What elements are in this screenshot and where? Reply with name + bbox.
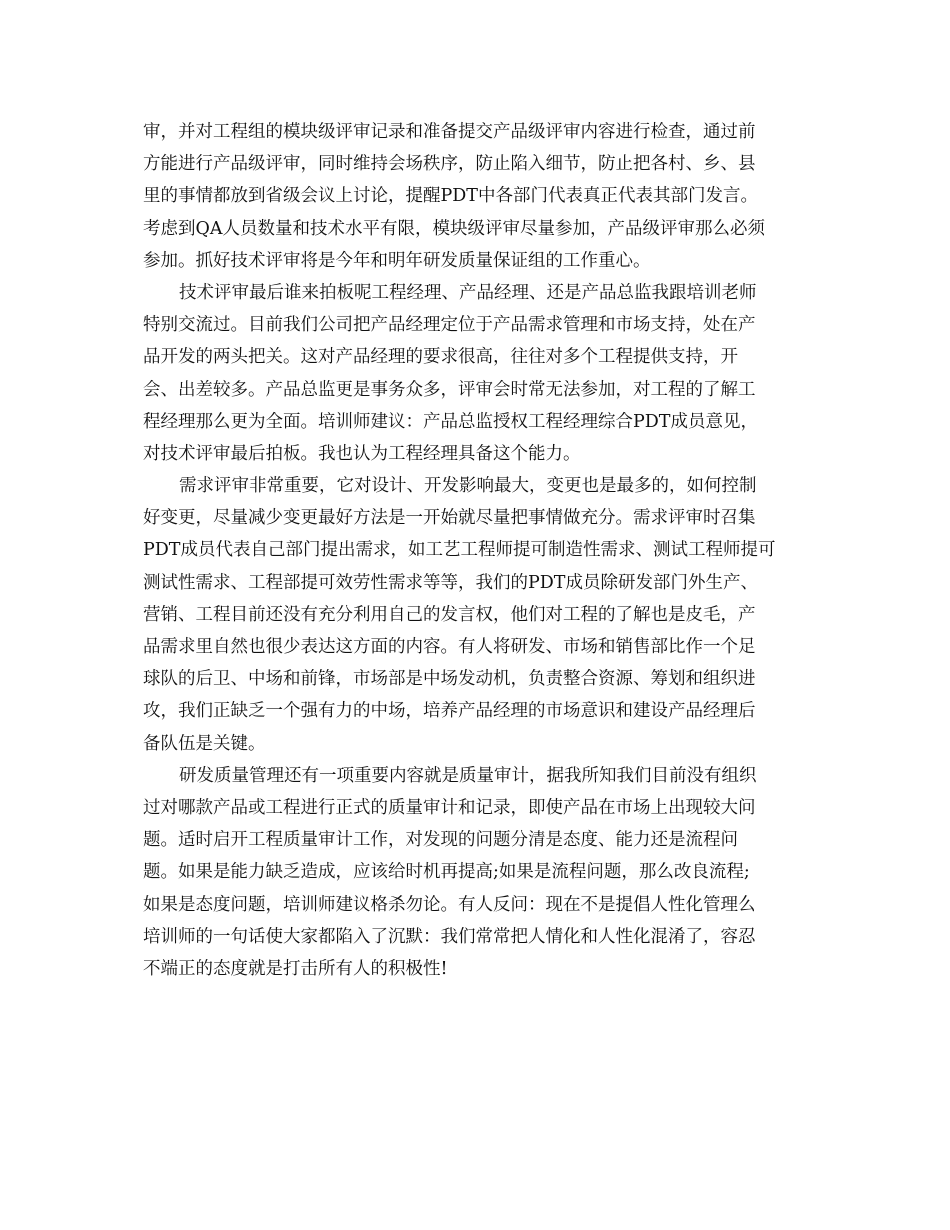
text-line: 营销、工程目前还没有充分利用自己的发言权，他们对工程的了解也是皮毛，产 [143,604,756,625]
text-line: 审，并对工程组的模块级评审记录和准备提交产品级评审内容进行检查，通过前 [143,122,756,142]
text-line: 研发质量管理还有一项重要内容就是质量审计，据我所知我们目前没有组织 [179,765,757,786]
text-line: 备队伍是关键。 [143,733,266,754]
text-line: 技术评审最后谁来拍板呢工程经理、产品经理、还是产品总监我跟培训老师 [179,282,757,303]
text-line: 过对哪款产品或工程进行正式的质量审计和记录，即使产品在市场上出现较大问 [143,797,756,818]
text-line: 对技术评审最后拍板。我也认为工程经理具备这个能力。 [143,443,581,464]
text-line: 测试性需求、工程部提可效劳性需求等等，我们的PDT成员除研发部门外生产、 [143,572,758,593]
text-line: 球队的后卫、中场和前锋，市场部是中场发动机，负责整合资源、筹划和组织进 [143,669,756,690]
text-line: 好变更，尽量减少变更最好方法是一开始就尽量把事情做充分。需求评审时召集 [143,508,756,529]
text-line: 如果是态度问题，培训师建议格杀勿论。有人反问：现在不是提倡人性化管理么 [143,894,756,915]
text-line: 考虑到QA人员数量和技术水平有限，模块级评审尽量参加，产品级评审那么必须 [143,218,765,239]
text-line: 题。适时启开工程质量审计工作，对发现的问题分清是态度、能力还是流程问 [143,830,738,851]
text-line: 攻，我们正缺乏一个强有力的中场，培养产品经理的市场意识和建设产品经理后 [143,701,756,722]
text-line: 需求评审非常重要，它对设计、开发影响最大，变更也是最多的，如何控制 [179,476,757,497]
text-line: 参加。抓好技术评审将是今年和明年研发质量保证组的工作重心。 [143,250,651,271]
paragraph-1 [143,116,808,277]
document-body [143,116,808,985]
text-line: PDT成员代表自己部门提出需求，如工艺工程师提可制造性需求、测试工程师提可 [143,540,776,561]
text-line: 程经理那么更为全面。培训师建议：产品总监授权工程经理综合PDT成员意见， [143,411,758,432]
paragraph-4 [143,760,808,985]
text-line: 里的事情都放到省级会议上讨论，提醒PDT中各部门代表真正代表其部门发言。 [143,186,758,207]
text-line: 特别交流过。目前我们公司把产品经理定位于产品需求管理和市场支持，处在产 [143,315,756,336]
paragraph-2 [143,277,808,470]
text-line: 培训师的一句话使大家都陷入了沉默：我们常常把人情化和人性化混淆了，容忍 [143,926,756,947]
text-line: 会、出差较多。产品总监更是事务众多，评审会时常无法参加，对工程的了解工 [143,379,756,400]
text-line: 不端正的态度就是打击所有人的积极性! [143,958,448,979]
paragraph-3 [143,470,808,760]
text-line: 方能进行产品级评审，同时维持会场秩序，防止陷入细节，防止把各村、乡、县 [143,154,756,175]
text-line: 品开发的两头把关。这对产品经理的要求很高，往往对多个工程提供支持，开 [143,347,738,368]
text-line: 品需求里自然也很少表达这方面的内容。有人将研发、市场和销售部比作一个足 [143,637,756,657]
text-line: 题。如果是能力缺乏造成，应该给时机再提高;如果是流程问题，那么改良流程; [143,862,750,883]
